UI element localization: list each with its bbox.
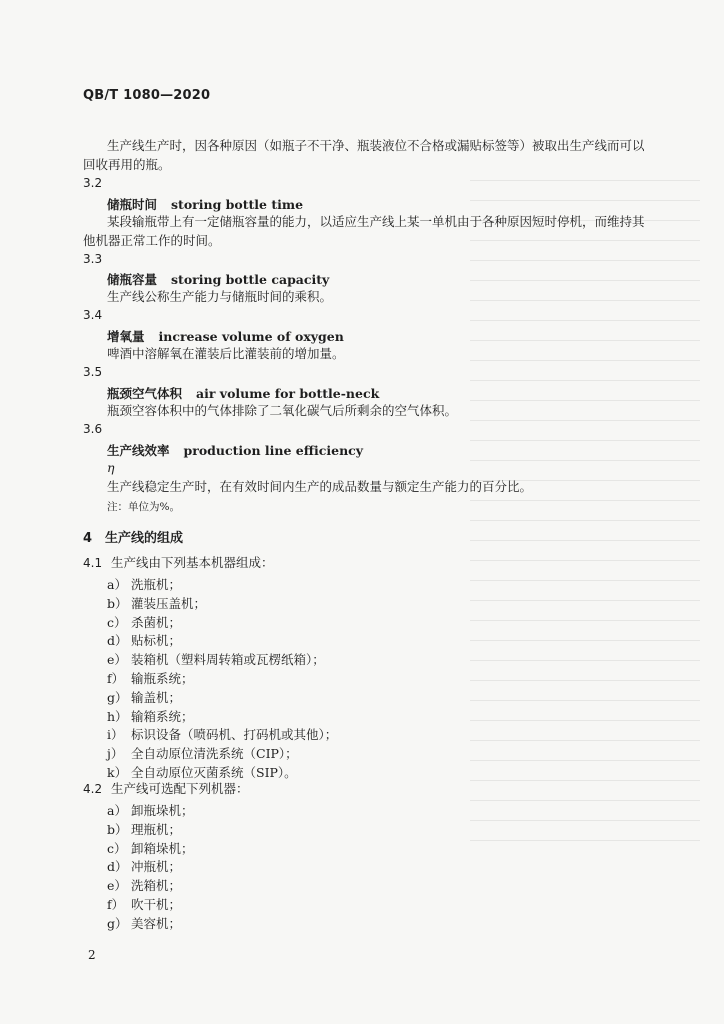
standard-number-header: QB/T 1080—2020 [83, 88, 211, 103]
list-item: e） 装箱机（塑料周转箱或瓦楞纸箱）； [107, 652, 325, 668]
definition-text: 啤酒中溶解氧在灌装后比灌装前的增加量。 [107, 346, 345, 361]
list-item: h） 输箱系统； [107, 708, 194, 724]
list-item: f） 输瓶系统； [107, 670, 194, 686]
intro-line-1: 生产线生产时，因各种原因（如瓶子不干净、瓶装液位不合格或漏贴标签等）被取出生产线而可以 [107, 138, 645, 153]
list-item: i） 标识设备（喷码机、打码机或其他）； [107, 727, 338, 743]
definition-text: 某段输瓶带上有一定储瓶容量的能力，以适应生产线上某一单机由于各种原因短时停机，而维持其 [107, 214, 645, 229]
basic-machines-list [107, 575, 407, 782]
term-cn: 瓶颈空气体积 [107, 386, 183, 401]
list-item: d） 冲瓶机； [107, 859, 182, 875]
definition-text: 生产线公称生产能力与储瓶时间的乘积。 [107, 289, 333, 304]
term-cn: 增氧量 [107, 329, 145, 344]
list-item: b） 灌装压盖机； [107, 595, 207, 611]
clause-number: 4.1 [83, 556, 103, 570]
term-en: storing bottle time [171, 197, 304, 212]
list-item: k） 全自动原位灭菌系统（SIP）。 [107, 764, 297, 780]
clause-number: 3.3 [83, 252, 103, 266]
list-item: e） 洗箱机； [107, 878, 182, 894]
list-item: d） 贴标机； [107, 633, 182, 649]
term-heading [107, 441, 363, 459]
list-item: g） 输盖机； [107, 689, 182, 705]
clause-number: 3.4 [83, 308, 103, 322]
clause-number: 4.2 [83, 782, 103, 796]
term-en: storing bottle capacity [171, 272, 330, 287]
page-number: 2 [88, 948, 96, 962]
clause-text: 生产线可选配下列机器： [111, 781, 249, 796]
term-en: increase volume of oxygen [158, 329, 344, 344]
term-cn: 生产线效率 [107, 443, 170, 458]
optional-machines-list [107, 801, 407, 933]
term-heading [107, 195, 303, 213]
definition-text: 生产线稳定生产时，在有效时间内生产的成品数量与额定生产能力的百分比。 [107, 479, 533, 494]
term-cn: 储瓶容量 [107, 272, 158, 287]
list-item: j） 全自动原位清洗系统（CIP）； [107, 746, 298, 762]
term-en: production line efficiency [183, 443, 364, 458]
list-item: a） 洗瓶机； [107, 577, 182, 592]
list-item: f） 吹干机； [107, 896, 182, 912]
term-heading [107, 327, 344, 345]
intro-line-2: 回收再用的瓶。 [83, 157, 171, 172]
bleed-through-texture [470, 180, 700, 860]
section-heading: 4 生产线的组成 [83, 531, 184, 546]
term-cn: 储瓶时间 [107, 197, 158, 212]
term-en: air volume for bottle-neck [196, 386, 380, 401]
list-item: a） 卸瓶垛机； [107, 803, 194, 818]
list-item: c） 卸箱垛机； [107, 840, 194, 856]
unit-note: 注：单位为%。 [107, 501, 180, 513]
definition-text-cont: 他机器正常工作的时间。 [83, 233, 221, 248]
clause-number: 3.2 [83, 176, 103, 190]
list-item: c） 杀菌机； [107, 614, 182, 630]
term-heading [107, 270, 329, 288]
list-item: g） 美容机； [107, 915, 182, 931]
symbol-eta: η [107, 460, 115, 475]
definition-text: 瓶颈空容体积中的气体排除了二氧化碳气后所剩余的空气体积。 [107, 403, 458, 418]
clause-number: 3.5 [83, 365, 103, 379]
clause-number: 3.6 [83, 422, 103, 436]
list-item: b） 理瓶机； [107, 821, 182, 837]
clause-text: 生产线由下列基本机器组成： [111, 555, 274, 570]
term-heading [107, 384, 379, 402]
